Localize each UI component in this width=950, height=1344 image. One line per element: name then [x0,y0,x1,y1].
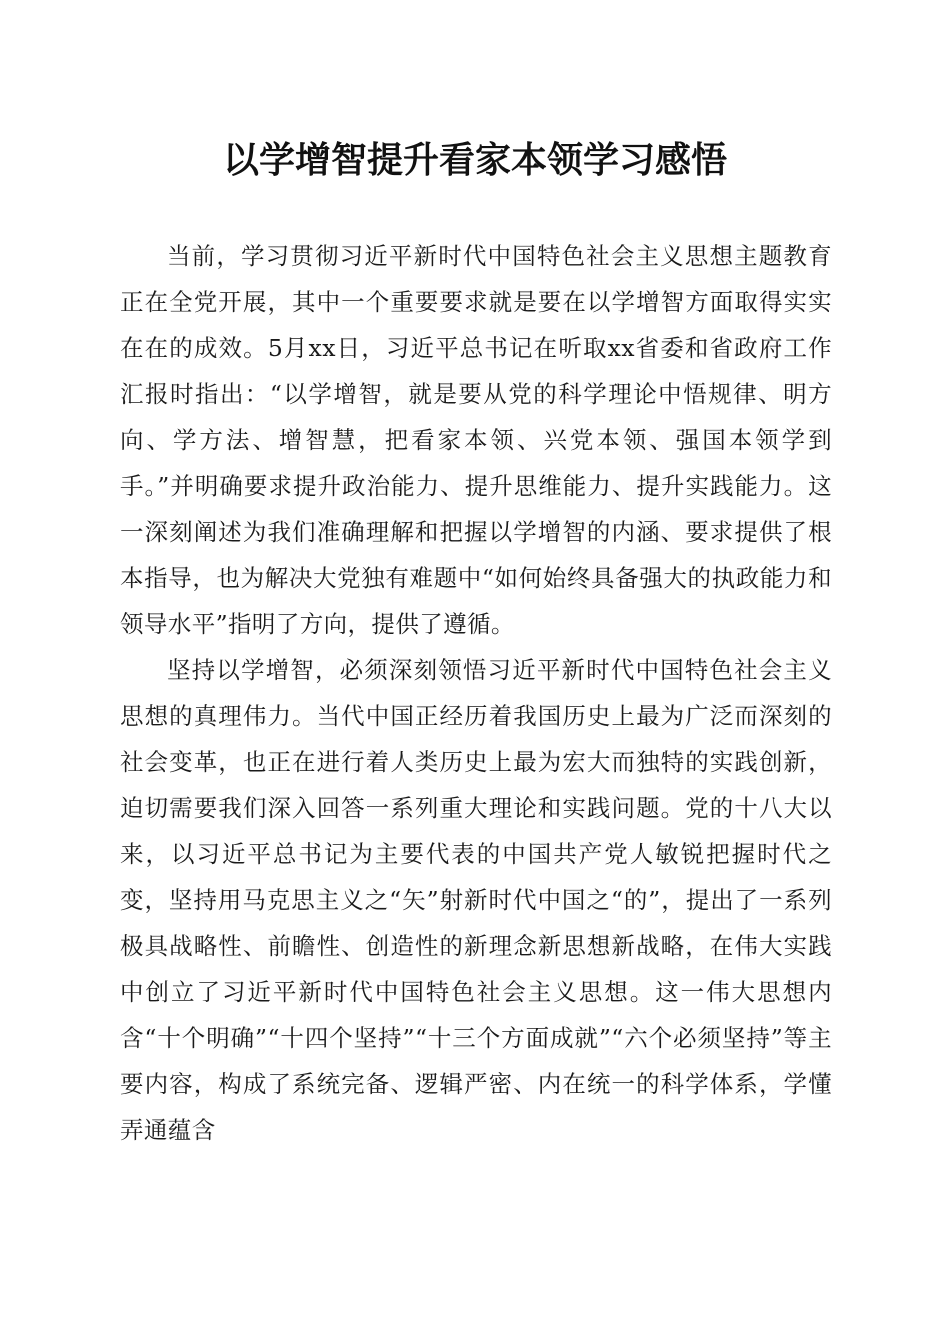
paragraph-1: 当前，学习贯彻习近平新时代中国特色社会主义思想主题教育正在全党开展，其中一个重要要求就是要在以学增智方面取得实实在在的成效。5月xx日，习近平总书记在听取xx省委和省政府工作汇报时指出：“以学增智，就是要从党的科学理论中悟规律、明方向、学方法、增智慧，把看家本领、兴党本领、强国本领学到手。”并明确要求提升政治能力、提升思维能力、提升实践能力。这一深刻阐述为我们准确理解和把握以学增智的内涵、要求提供了根本指导，也为解决大党独有难题中“如何始终具备强大的执政能力和领导水平”指明了方向，提供了遵循。 [120,242,832,638]
paragraph-2: 坚持以学增智，必须深刻领悟习近平新时代中国特色社会主义思想的真理伟力。当代中国正经历着我国历史上最为广泛而深刻的社会变革，也正在进行着人类历史上最为宏大而独特的实践创新，迫切需要我们深入回答一系列重大理论和实践问题。党的十八大以来，以习近平总书记为主要代表的中国共产党人敏锐把握时代之变，坚持用马克思主义之“矢”射新时代中国之“的”，提出了一系列极具战略性、前瞻性、创造性的新理念新思想新战略，在伟大实践中创立了习近平新时代中国特色社会主义思想。这一伟大思想内含“十个明确”“十四个坚持”“十三个方面成就”“六个必须坚持”等主要内容，构成了系统完备、逻辑严密、内在统一的科学体系，学懂弄通蕴含 [120,656,832,1144]
document-body [120,233,832,1153]
document-title: 以学增智提升看家本领学习感悟 [222,139,727,181]
